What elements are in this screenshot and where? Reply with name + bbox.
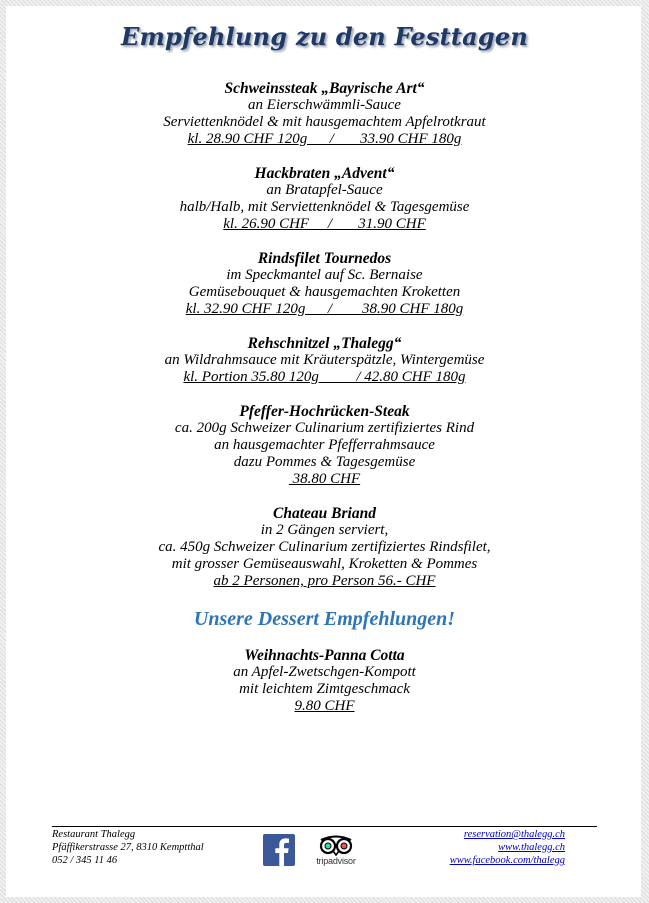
dish-price: kl. Portion 35.80 120g / 42.80 CHF 180g	[183, 369, 466, 385]
dish-description: Serviettenknödel & mit hausgemachtem Apfelrotkraut	[163, 114, 486, 130]
dessert-heading: Unsere Dessert Empfehlungen!	[193, 608, 456, 630]
dish-item	[0, 505, 649, 590]
facebook-logo-glyph	[263, 834, 295, 866]
dessert-item	[0, 647, 649, 715]
footer-address	[52, 828, 204, 867]
dish-description: mit grosser Gemüseauswahl, Kroketten & Pommes	[171, 556, 478, 572]
dish-price: 38.80 CHF	[288, 471, 361, 487]
tripadvisor-icon[interactable]	[309, 834, 363, 870]
dessert-description: mit leichtem Zimtgeschmack	[239, 681, 410, 697]
dish-name: Chateau Briand	[273, 505, 376, 522]
facebook-icon[interactable]	[263, 834, 295, 866]
dish-description: ca. 450g Schweizer Culinarium zertifiziertes Rindsfilet,	[158, 539, 491, 555]
dish-price: ab 2 Personen, pro Person 56.- CHF	[213, 573, 436, 589]
dish-item	[0, 250, 649, 318]
dessert-name: Weihnachts-Panna Cotta	[244, 647, 405, 664]
dish-item	[0, 403, 649, 488]
restaurant-name: Restaurant Thalegg	[52, 829, 136, 840]
footer-divider	[52, 826, 597, 827]
dish-name: Hackbraten „Advent“	[254, 165, 395, 182]
footer-links	[450, 828, 565, 867]
dish-description: in 2 Gängen serviert,	[260, 522, 389, 538]
menu-list	[0, 80, 649, 732]
tripadvisor-label: tripadvisor	[316, 856, 356, 866]
dish-item	[0, 165, 649, 233]
dish-price: kl. 26.90 CHF / 31.90 CHF	[223, 216, 426, 232]
dish-description: dazu Pommes & Tagesgemüse	[233, 454, 416, 470]
dish-name: Rehschnitzel „Thalegg“	[247, 335, 402, 352]
restaurant-phone: 052 / 345 11 46	[52, 855, 118, 866]
tripadvisor-owl-glyph	[309, 834, 363, 856]
dish-description: an Bratapfel-Sauce	[266, 182, 383, 198]
facebook-link[interactable]: www.facebook.com/thalegg	[449, 855, 565, 866]
dish-description: halb/Halb, mit Serviettenknödel & Tagesgemüse	[179, 199, 470, 215]
restaurant-address: Pfäffikerstrasse 27, 8310 Kemptthal	[52, 842, 204, 853]
dish-description: an hausgemachter Pfefferrahmsauce	[214, 437, 435, 453]
dish-description: an Eierschwämmli-Sauce	[248, 97, 401, 113]
dish-name: Pfeffer-Hochrücken-Steak	[239, 403, 410, 420]
dish-name: Schweinssteak „Bayrische Art“	[224, 80, 425, 97]
dessert-price: 9.80 CHF	[294, 698, 355, 714]
page-title: Empfehlung zu den Festtagen	[120, 22, 529, 51]
dish-price: kl. 32.90 CHF 120g / 38.90 CHF 180g	[185, 301, 464, 317]
dish-price: kl. 28.90 CHF 120g / 33.90 CHF 180g	[187, 131, 462, 147]
dish-description: an Wildrahmsauce mit Kräuterspätzle, Wintergemüse	[164, 352, 485, 368]
dish-description: Gemüsebouquet & hausgemachten Kroketten	[188, 284, 461, 300]
website-link[interactable]: www.thalegg.ch	[498, 842, 565, 853]
email-link[interactable]: reservation@thalegg.ch	[463, 829, 565, 840]
dish-item	[0, 335, 649, 386]
dessert-description: an Apfel-Zwetschgen-Kompott	[233, 664, 416, 680]
dish-item	[0, 80, 649, 148]
dish-description: ca. 200g Schweizer Culinarium zertifiziertes Rind	[174, 420, 475, 436]
dish-description: im Speckmantel auf Sc. Bernaise	[226, 267, 423, 283]
dish-name: Rindsfilet Tournedos	[257, 250, 392, 267]
